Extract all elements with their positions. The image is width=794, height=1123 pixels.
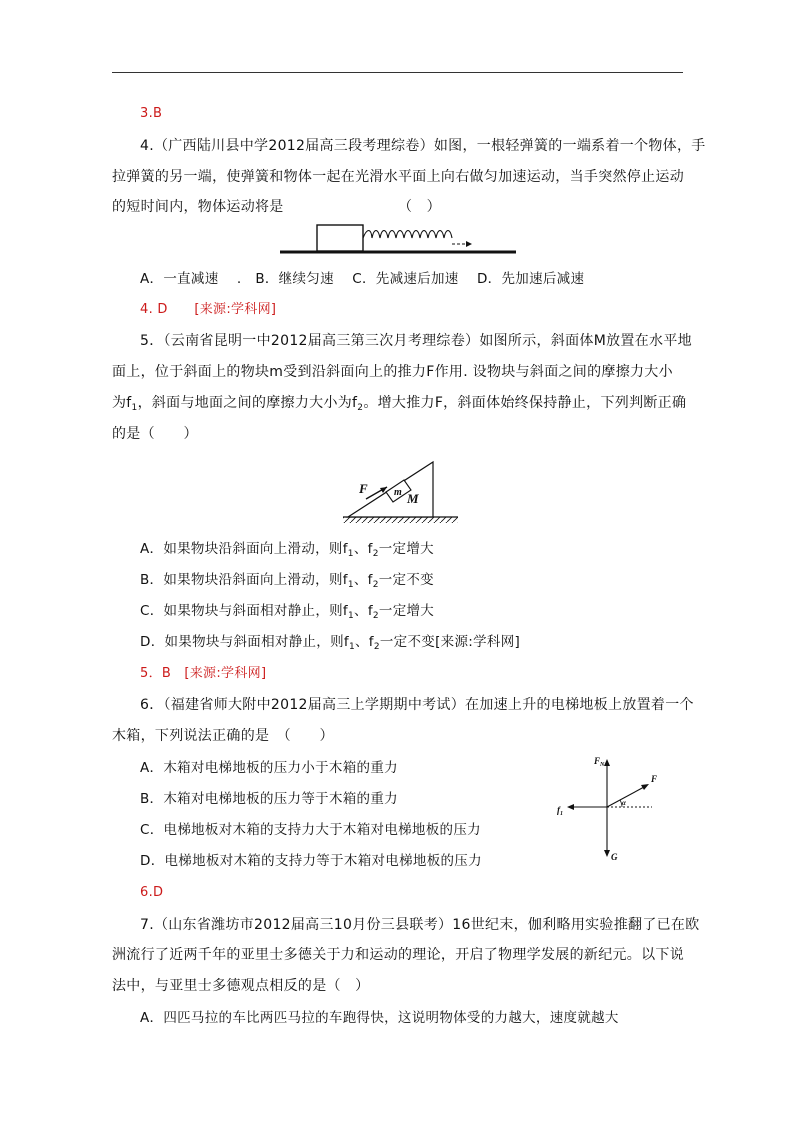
force-diagram-figure xyxy=(552,752,672,864)
q7-line2: 洲流行了近两千年的亚里士多德关于力和运动的理论，开启了物理学发展的新纪元。以下说 xyxy=(112,947,684,963)
q6-option-d: D．电梯地板对木箱的支持力等于木箱对电梯地板的压力 xyxy=(140,853,482,869)
q4-line3: 的短时间内，物体运动将是 xyxy=(112,199,284,215)
q5-line4: 的是（ ） xyxy=(112,426,198,442)
spring-block-figure xyxy=(280,222,516,256)
gravity-label: G xyxy=(611,852,618,862)
header-rule xyxy=(112,72,683,73)
q6-line1: 6．（福建省师大附中2012届高三上学期期中考试）在加速上升的电梯地板上放置着一个 xyxy=(140,697,694,713)
q6-option-b: B．木箱对电梯地板的压力等于木箱的重力 xyxy=(140,791,398,807)
answer-5: 5．B [来源:学科网] xyxy=(140,666,267,681)
answer-4: 4. D [来源:学科网] xyxy=(140,302,277,317)
angle-label: α xyxy=(622,799,626,807)
normal-force-label: $F_N$ xyxy=(594,756,605,768)
q4-line1: 4.（广西陆川县中学2012届高三段考理综卷）如图，一根轻弹簧的一端系着一个物体，手 xyxy=(140,138,706,154)
block-m-label: m xyxy=(394,487,402,498)
q7-option-a: A．四匹马拉的车比两匹马拉的车跑得快，这说明物体受的力越大，速度就越大 xyxy=(140,1010,619,1026)
q7-line1: 7.（山东省潍坊市2012届高三10月份三县联考）16世纪末，伽利略用实验推翻了已在欧 xyxy=(140,917,700,933)
q5-line1: 5．（云南省昆明一中2012届高三第三次月考理综卷）如图所示，斜面体M放置在水平地 xyxy=(140,333,692,349)
q4-blank: （ ） xyxy=(398,199,441,215)
q6-option-c: C．电梯地板对木箱的支持力大于木箱对电梯地板的压力 xyxy=(140,822,481,838)
q7-line3: 法中，与亚里士多德观点相反的是（ ） xyxy=(112,978,370,994)
q5-line3: 为$f_1$，斜面与地面之间的摩擦力大小为$f_2$。增大推力F，斜面体始终保持静止，下列判断正确 xyxy=(112,395,687,413)
friction-label: $f_1$ xyxy=(557,805,563,817)
q5-option-c: C．如果物块与斜面相对静止，则$f_1$、$f_2$一定增大 xyxy=(140,603,435,621)
q6-line2: 木箱，下列说法正确的是 （ ） xyxy=(112,728,334,744)
answer-6: 6.D xyxy=(140,885,164,900)
q5-option-b: B．如果物块沿斜面向上滑动，则$f_1$、$f_2$一定不变 xyxy=(140,572,434,590)
incline-M-label: M xyxy=(407,491,419,506)
incline-figure xyxy=(333,456,461,524)
q5-option-d: D．如果物块与斜面相对静止，则$f_1$、$f_2$一定不变[来源:学科网] xyxy=(140,634,521,652)
force-F-label: F xyxy=(359,481,368,496)
q6-option-a: A．木箱对电梯地板的压力小于木箱的重力 xyxy=(140,760,398,776)
q5-option-a: A．如果物块沿斜面向上滑动，则$f_1$、$f_2$一定增大 xyxy=(140,541,434,559)
answer-3: 3.B xyxy=(140,106,163,121)
q4-line2: 拉弹簧的另一端，使弹簧和物体一起在光滑水平面上向右做匀加速运动，当手突然停止运动 xyxy=(112,169,684,185)
q5-line2: 面上，位于斜面上的物块m受到沿斜面向上的推力F作用. 设物块与斜面之间的摩擦力大小 xyxy=(112,364,673,380)
applied-force-label: F xyxy=(651,774,658,784)
q4-options: A．一直减速 . B．继续匀速 C．先减速后加速 D．先加速后减速 xyxy=(140,271,585,287)
